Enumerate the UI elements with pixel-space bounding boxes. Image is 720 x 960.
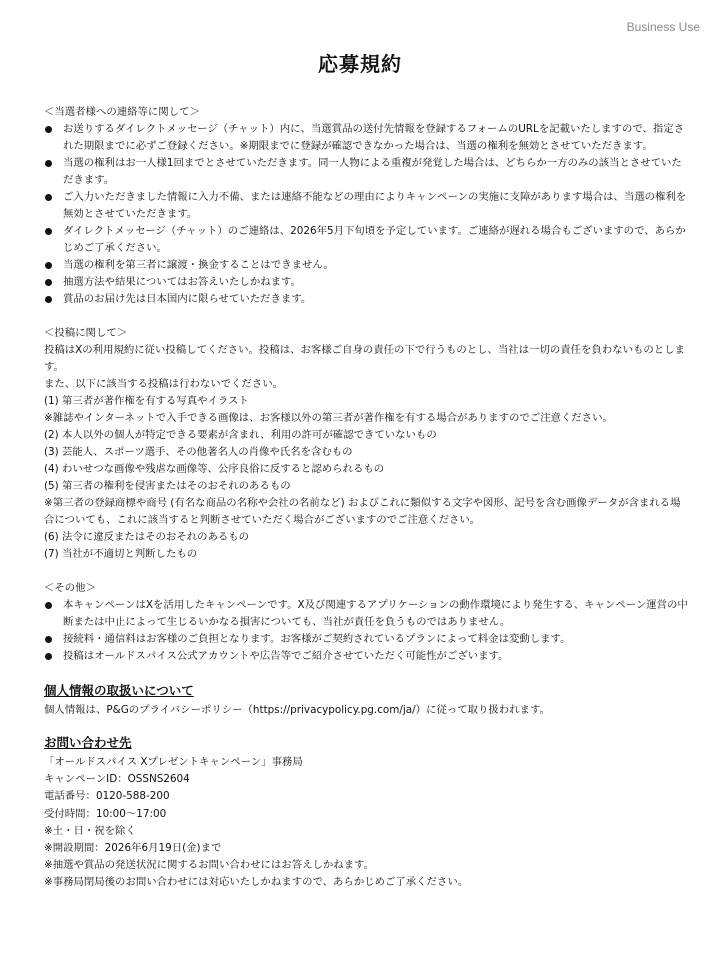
contact-line: キャンペーンID：OSSNS2604 xyxy=(44,773,190,786)
other-section-heading: ＜その他＞ xyxy=(44,582,96,594)
posting-line: (6) 法令に違反またはそのおそれのあるもの xyxy=(44,531,250,543)
contact-line: ※土・日・祝を除く xyxy=(44,824,136,837)
posting-section-heading: ＜投稿に関して＞ xyxy=(44,327,128,339)
posting-line: (2) 本人以外の個人が特定できる要素が含まれ、利用の許可が確認できていないもの xyxy=(44,429,437,441)
contact-line: ※抽選や賞品の発送状況に関するお問い合わせにはお答えしかねます。 xyxy=(44,859,374,872)
list-item: 抽選方法や結果についてはお答えいたしかねます。 xyxy=(44,274,690,291)
other-list xyxy=(44,597,690,665)
list-item: ダイレクトメッセージ（チャット）のご連絡は、2026年5月下旬頃を予定しています。ご連絡が遅れる場合もございますので、あらかじめご了承ください。 xyxy=(44,223,690,257)
contact-line: 受付時間：10:00～17:00 xyxy=(44,807,167,820)
posting-line: また、以下に該当する投稿は行わないでください。 xyxy=(44,378,283,390)
business-use-label: Business Use xyxy=(626,20,700,34)
contact-phone: 電話番号：0120-588-200 xyxy=(44,790,170,803)
posting-line: (4) わいせつな画像や残虐な画像等、公序良俗に反すると認められるもの xyxy=(44,463,385,475)
list-item: お送りするダイレクトメッセージ（チャット）内に、当選賞品の送付先情報を登録するフォームのURLを記載いたしますので、指定された期限までに必ずご登録ください。※期限までに登録が確認できなかった場合は、当選の権利を無効とさせていただきます。 xyxy=(44,121,690,155)
page-title: 応募規約 xyxy=(318,52,402,76)
winner-list xyxy=(44,121,690,308)
posting-line: (1) 第三者が著作権を有する写真やイラスト xyxy=(44,395,249,407)
privacy-text: 個人情報は、P&Gのプライバシーポリシー（https://privacypolicy.pg.com/ja/）に従って取り扱われます。 xyxy=(44,704,550,716)
posting-line: ※第三者の登録商標や商号 (有名な商品の名称や会社の名前など) およびこれに類似する文字や図形、記号を含む画像データが含まれる場合についても、これに該当すると判断させていただく場合がございますのでご注意ください。 xyxy=(44,497,681,526)
winner-section-heading: ＜当選者様への連絡等に関して＞ xyxy=(44,106,200,118)
contact-line: 「オールドスパイス Xプレゼントキャンペーン」事務局 xyxy=(44,756,303,768)
list-item: ご入力いただきました情報に入力不備、または連絡不能などの理由によりキャンペーンの実施に支障があります場合は、当選の権利を無効とさせていただきます。 xyxy=(44,189,690,223)
list-item: 投稿はオールドスパイス公式アカウントや広告等でご紹介させていただく可能性がございます。 xyxy=(44,648,690,665)
contact-line: ※開設期間：2026年6月19日(金)まで xyxy=(44,842,222,855)
posting-line: 投稿はXの利用規約に従い投稿してください。投稿は、お客様ご自身の責任の下で行うものとし、当社は一切の責任を負わないものとします。 xyxy=(44,344,685,373)
contact-line: ※事務局閉局後のお問い合わせには対応いたしかねますので、あらかじめご了承ください。 xyxy=(44,876,469,889)
list-item: 本キャンペーンはXを活用したキャンペーンです。X及び関連するアプリケーションの動作環境により発生する、キャンペーン運営の中断または中止によって生じるいかなる損害についても、当社が責任を負うものではありません。 xyxy=(44,597,690,631)
privacy-heading: 個人情報の取扱いについて xyxy=(44,683,194,698)
terms-document xyxy=(44,104,690,892)
contact-heading: お問い合わせ先 xyxy=(44,735,132,750)
posting-line: (7) 当社が不適切と判断したもの xyxy=(44,548,198,560)
list-item: 当選の権利を第三者に譲渡・換金することはできません。 xyxy=(44,257,690,274)
list-item: 賞品のお届け先は日本国内に限らせていただきます。 xyxy=(44,291,690,308)
posting-line: (3) 芸能人、スポーツ選手、その他著名人の肖像や氏名を含むもの xyxy=(44,446,353,458)
contact-section xyxy=(44,733,690,892)
list-item: 当選の権利はお一人様1回までとさせていただきます。同一人物による重複が発覚した場合は、どちらか一方のみの該当とさせていただきます。 xyxy=(44,155,690,189)
posting-line: ※雑誌やインターネットで入手できる画像は、お客様以外の第三者が著作権を有する場合がありますのでご注意ください。 xyxy=(44,412,613,424)
posting-line: (5) 第三者の権利を侵害またはそのおそれのあるもの xyxy=(44,480,291,492)
list-item: 接続料・通信料はお客様のご負担となります。お客様がご契約されているプランによって料金は変動します。 xyxy=(44,631,690,648)
